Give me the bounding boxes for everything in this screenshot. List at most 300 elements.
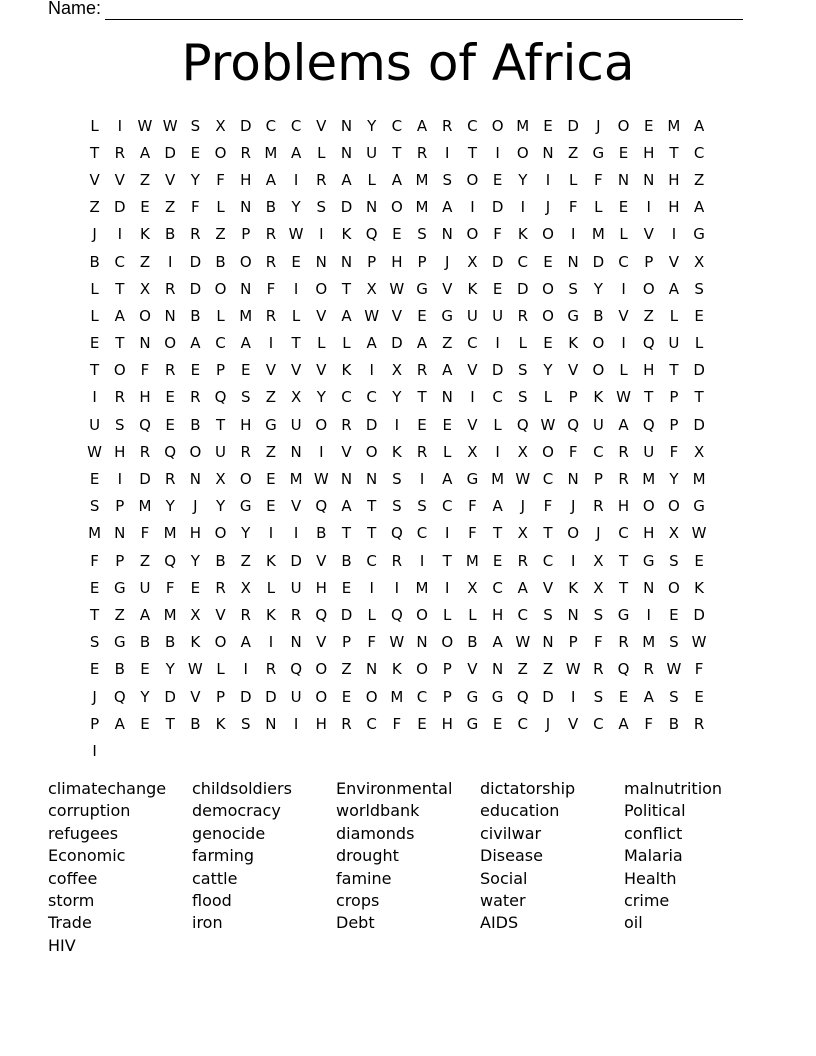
grid-letter: Y <box>215 497 226 516</box>
grid-letter: Z <box>442 334 453 353</box>
grid-letter: R <box>139 442 151 461</box>
grid-letter: C <box>517 714 529 733</box>
grid-letter: Y <box>593 279 603 298</box>
grid-letter: H <box>643 524 655 543</box>
grid-letter: V <box>618 306 629 325</box>
grid-letter: A <box>290 143 302 162</box>
grid-letter: K <box>517 225 528 244</box>
grid-letter: P <box>216 361 226 380</box>
grid-letter: M <box>289 470 303 489</box>
grid-letter: X <box>139 279 151 298</box>
grid-letter: C <box>517 252 529 271</box>
grid-letter: T <box>618 578 629 597</box>
grid-letter: B <box>190 306 201 325</box>
grid-letter: V <box>467 660 478 679</box>
grid-letter: M <box>692 470 706 489</box>
grid-letter: E <box>492 551 503 570</box>
grid-letter: I <box>243 660 248 679</box>
grid-letter: K <box>593 388 604 407</box>
grid-letter: C <box>441 497 453 516</box>
grid-letter: R <box>391 551 403 570</box>
grid-letter: Q <box>617 660 630 679</box>
grid-letter: A <box>668 279 680 298</box>
grid-letter: Y <box>241 524 251 543</box>
grid-letter: M <box>465 551 479 570</box>
grid-letter: R <box>265 252 277 271</box>
grid-letter: H <box>643 143 655 162</box>
grid-letter: N <box>567 252 579 271</box>
grid-letter: L <box>216 306 225 325</box>
grid-letter: K <box>215 714 226 733</box>
grid-letter: K <box>265 551 276 570</box>
grid-letter: P <box>593 470 603 489</box>
grid-letter: A <box>693 116 705 135</box>
grid-letter: T <box>115 334 125 353</box>
grid-letter: V <box>265 361 277 380</box>
grid-letter: T <box>618 551 629 570</box>
grid-letter: Y <box>367 116 377 135</box>
grid-letter: V <box>316 361 327 380</box>
grid-letter: Y <box>165 660 175 679</box>
grid-letter: J <box>570 497 576 516</box>
grid-letter: I <box>117 116 122 135</box>
grid-letter: J <box>596 524 601 543</box>
grid-letter: Y <box>392 388 402 407</box>
grid-letter: J <box>193 497 198 516</box>
grid-letter: Z <box>215 225 226 244</box>
grid-letter: S <box>392 470 402 489</box>
grid-letter: I <box>621 334 626 353</box>
grid-letter: R <box>240 143 251 162</box>
grid-letter: H <box>441 714 453 733</box>
word-list-item: Debt <box>336 913 375 933</box>
grid-letter: R <box>316 170 327 189</box>
grid-letter: M <box>163 524 177 543</box>
grid-letter: V <box>442 279 453 298</box>
grid-letter: G <box>567 306 579 325</box>
grid-letter: N <box>441 388 453 407</box>
grid-letter: Z <box>341 660 352 679</box>
word-list-item: Disease <box>480 846 543 866</box>
grid-letter: C <box>366 388 377 407</box>
grid-letter: L <box>443 605 452 624</box>
grid-letter: N <box>240 198 252 217</box>
grid-letter: T <box>694 388 704 407</box>
grid-letter: D <box>491 198 504 217</box>
grid-letter: O <box>113 361 126 380</box>
grid-letter: E <box>190 361 201 380</box>
grid-letter: O <box>542 306 554 325</box>
grid-letter: J <box>545 714 551 733</box>
grid-letter: V <box>643 225 654 244</box>
grid-letter: I <box>319 225 324 244</box>
grid-letter: M <box>516 116 530 135</box>
grid-letter: O <box>315 279 328 298</box>
grid-letter: R <box>341 714 352 733</box>
grid-letter: N <box>340 116 353 135</box>
grid-letter: E <box>291 252 301 271</box>
grid-letter: N <box>491 660 504 679</box>
grid-letter: M <box>415 170 429 189</box>
grid-letter: F <box>140 524 150 543</box>
grid-letter: P <box>216 687 226 706</box>
grid-letter: U <box>466 306 478 325</box>
grid-letter: A <box>366 334 377 353</box>
grid-letter: F <box>468 497 477 516</box>
word-list-item: worldbank <box>336 801 420 821</box>
grid-letter: X <box>366 279 377 298</box>
grid-letter: K <box>265 605 276 624</box>
word-list-item: iron <box>192 913 223 933</box>
grid-letter: S <box>518 388 528 407</box>
grid-letter: H <box>139 388 151 407</box>
grid-letter: H <box>315 714 327 733</box>
grid-letter: R <box>416 143 428 162</box>
grid-letter: I <box>495 143 500 162</box>
name-field <box>48 0 743 20</box>
grid-letter: L <box>543 388 553 407</box>
grid-letter: A <box>139 143 151 162</box>
grid-letter: A <box>341 170 352 189</box>
word-list-item: farming <box>192 846 255 866</box>
grid-letter: Q <box>365 225 378 244</box>
grid-letter: H <box>668 170 680 189</box>
grid-letter: N <box>617 170 630 189</box>
grid-letter: L <box>694 334 704 353</box>
grid-letter: N <box>340 252 353 271</box>
grid-letter: R <box>240 605 251 624</box>
grid-letter: N <box>567 470 579 489</box>
grid-letter: S <box>89 633 100 652</box>
grid-letter: L <box>367 170 376 189</box>
grid-letter: O <box>516 143 529 162</box>
grid-letter: H <box>240 170 252 189</box>
word-list-item: genocide <box>192 823 266 843</box>
grid-letter: J <box>520 497 525 516</box>
grid-letter: I <box>369 578 374 597</box>
grid-letter: E <box>618 198 629 217</box>
grid-letter: I <box>167 252 173 271</box>
grid-letter: R <box>517 306 528 325</box>
grid-letter: H <box>643 361 655 380</box>
grid-letter: H <box>114 442 126 461</box>
grid-letter: L <box>90 116 99 135</box>
grid-letter: C <box>114 252 126 271</box>
grid-letter: P <box>644 252 654 271</box>
grid-letter: Y <box>669 470 679 489</box>
grid-letter: K <box>341 225 352 244</box>
grid-letter: T <box>341 524 352 543</box>
grid-letter: I <box>621 279 626 298</box>
grid-letter: P <box>90 714 100 733</box>
word-list-item: storm <box>48 890 95 910</box>
grid-letter: T <box>341 279 352 298</box>
word-list-item: drought <box>336 846 399 866</box>
grid-letter: Q <box>516 415 529 434</box>
grid-letter: C <box>391 116 403 135</box>
grid-letter: V <box>467 415 478 434</box>
grid-letter: P <box>442 660 452 679</box>
word-list-item: climatechange <box>48 779 167 798</box>
grid-letter: S <box>543 605 553 624</box>
grid-letter: H <box>491 605 504 624</box>
grid-letter: Y <box>291 198 301 217</box>
grid-letter: E <box>165 415 175 434</box>
grid-letter: P <box>367 252 377 271</box>
grid-letter: D <box>365 415 378 434</box>
word-list-item: water <box>480 890 526 910</box>
grid-letter: S <box>669 551 679 570</box>
grid-letter: W <box>137 116 153 135</box>
grid-letter: D <box>542 687 554 706</box>
word-list-item: corruption <box>48 801 131 821</box>
grid-letter: Z <box>643 306 654 325</box>
grid-letter: F <box>493 225 502 244</box>
grid-letter: E <box>543 116 553 135</box>
grid-letter: A <box>442 470 453 489</box>
grid-letter: D <box>567 116 579 135</box>
grid-letter: A <box>240 334 251 353</box>
grid-letter: O <box>239 470 252 489</box>
grid-letter: R <box>164 361 176 380</box>
grid-letter: F <box>191 198 200 217</box>
grid-letter: I <box>394 578 400 597</box>
grid-letter: M <box>264 143 278 162</box>
grid-letter: G <box>265 415 277 434</box>
grid-letter: M <box>163 605 177 624</box>
grid-letter: Z <box>89 198 100 217</box>
grid-letter: V <box>568 361 579 380</box>
grid-letter: B <box>215 551 226 570</box>
grid-letter: V <box>391 306 402 325</box>
grid-letter: X <box>467 442 478 461</box>
grid-letter: I <box>445 524 450 543</box>
grid-letter: F <box>468 524 477 543</box>
grid-letter: I <box>293 279 299 298</box>
grid-letter: U <box>492 306 504 325</box>
grid-letter: M <box>642 633 656 652</box>
word-list-item: conflict <box>624 823 683 843</box>
grid-letter: E <box>89 470 100 489</box>
grid-letter: I <box>419 470 425 489</box>
grid-letter: L <box>342 334 351 353</box>
grid-letter: Q <box>390 605 403 624</box>
grid-letter: S <box>392 497 402 516</box>
grid-letter: V <box>316 633 327 652</box>
grid-letter: R <box>643 660 654 679</box>
grid-letter: R <box>341 415 352 434</box>
grid-letter: X <box>467 252 478 271</box>
grid-letter: M <box>491 470 505 489</box>
grid-letter: C <box>542 551 554 570</box>
grid-letter: H <box>617 497 630 516</box>
grid-letter: K <box>341 361 352 380</box>
grid-letter: V <box>190 687 201 706</box>
grid-letter: S <box>669 687 679 706</box>
grid-letter: Z <box>139 252 151 271</box>
grid-letter: G <box>113 633 126 652</box>
grid-letter: C <box>265 116 277 135</box>
grid-letter: T <box>90 361 100 380</box>
word-list-item: democracy <box>192 801 281 821</box>
grid-letter: Y <box>316 388 326 407</box>
grid-letter: H <box>189 524 201 543</box>
grid-letter: F <box>216 170 225 189</box>
grid-letter: T <box>669 361 679 380</box>
grid-letter: L <box>367 605 376 624</box>
grid-letter: N <box>240 279 252 298</box>
grid-letter: D <box>189 279 202 298</box>
grid-letter: L <box>90 279 99 298</box>
grid-letter: C <box>618 252 629 271</box>
grid-letter: W <box>313 470 329 489</box>
grid-letter: I <box>445 143 450 162</box>
grid-letter: S <box>240 714 251 733</box>
grid-letter: E <box>492 279 503 298</box>
word-list-item: Social <box>480 868 528 888</box>
grid-letter: D <box>340 605 353 624</box>
grid-letter: I <box>570 551 576 570</box>
grid-letter: D <box>239 116 252 135</box>
grid-letter: A <box>240 633 251 652</box>
grid-letter: I <box>394 415 400 434</box>
grid-letter: C <box>215 334 226 353</box>
grid-letter: Y <box>543 361 553 380</box>
grid-letter: B <box>265 198 277 217</box>
grid-letter: L <box>317 143 326 162</box>
grid-letter: O <box>164 334 177 353</box>
grid-letter: T <box>442 551 452 570</box>
grid-letter: I <box>268 334 274 353</box>
grid-letter: I <box>495 442 500 461</box>
grid-letter: T <box>165 714 175 733</box>
grid-letter: S <box>593 687 604 706</box>
grid-letter: D <box>164 143 176 162</box>
grid-letter: F <box>669 442 679 461</box>
grid-letter: T <box>367 524 377 543</box>
grid-letter: U <box>668 334 680 353</box>
grid-letter: J <box>92 687 97 706</box>
grid-letter: F <box>367 633 376 652</box>
grid-letter: Q <box>113 687 126 706</box>
grid-letter: U <box>592 415 604 434</box>
grid-letter: P <box>442 687 452 706</box>
grid-letter: N <box>643 578 655 597</box>
grid-letter: N <box>366 660 378 679</box>
grid-letter: X <box>668 524 680 543</box>
grid-letter: F <box>694 660 704 679</box>
grid-letter: O <box>365 687 378 706</box>
grid-letter: W <box>540 415 556 434</box>
grid-letter: A <box>618 415 629 434</box>
grid-letter: W <box>389 279 405 298</box>
grid-letter: S <box>669 633 679 652</box>
grid-letter: X <box>693 252 705 271</box>
grid-letter: Y <box>190 551 200 570</box>
grid-letter: I <box>570 225 576 244</box>
grid-letter: M <box>88 524 102 543</box>
grid-letter: C <box>693 143 705 162</box>
grid-letter: I <box>671 225 677 244</box>
grid-letter: R <box>693 714 705 733</box>
grid-letter: K <box>190 633 201 652</box>
grid-letter: X <box>215 470 226 489</box>
grid-letter: U <box>290 578 302 597</box>
grid-letter: E <box>266 470 276 489</box>
grid-letter: L <box>317 334 326 353</box>
grid-letter: U <box>215 442 227 461</box>
grid-letter: A <box>391 170 402 189</box>
grid-letter: I <box>268 524 274 543</box>
word-list-item: flood <box>192 890 232 910</box>
grid-letter: L <box>518 334 527 353</box>
grid-letter: M <box>390 687 404 706</box>
grid-letter: U <box>366 143 378 162</box>
grid-letter: A <box>341 306 352 325</box>
grid-letter: E <box>442 415 452 434</box>
grid-letter: V <box>215 605 226 624</box>
grid-letter: K <box>694 578 705 597</box>
grid-letter: O <box>542 225 554 244</box>
grid-letter: E <box>341 687 352 706</box>
grid-letter: P <box>568 633 578 652</box>
grid-letter: W <box>162 116 178 135</box>
grid-letter: A <box>693 198 705 217</box>
grid-letter: P <box>568 388 578 407</box>
grid-letter: R <box>240 442 251 461</box>
grid-letter: O <box>642 279 655 298</box>
grid-letter: O <box>390 198 403 217</box>
grid-letter: W <box>666 660 682 679</box>
grid-letter: R <box>517 551 528 570</box>
word-list-item: Trade <box>48 913 92 933</box>
grid-letter: N <box>290 442 302 461</box>
grid-letter: R <box>114 388 125 407</box>
grid-letter: O <box>315 660 328 679</box>
grid-letter: T <box>669 143 679 162</box>
word-list-item: dictatorship <box>480 779 576 798</box>
grid-letter: F <box>90 551 99 570</box>
grid-letter: D <box>114 198 126 217</box>
grid-letter: A <box>114 306 125 325</box>
word-list-item: cattle <box>192 868 238 888</box>
grid-letter: W <box>616 388 631 407</box>
grid-letter: Q <box>567 415 580 434</box>
grid-letter: V <box>467 361 478 380</box>
grid-letter: E <box>543 334 553 353</box>
grid-letter: U <box>290 415 302 434</box>
grid-letter: T <box>367 497 377 516</box>
letter-grid <box>82 112 712 765</box>
grid-letter: O <box>214 143 227 162</box>
grid-letter: E <box>694 551 704 570</box>
grid-letter: N <box>340 143 353 162</box>
grid-letter: W <box>515 470 531 489</box>
grid-letter: Q <box>164 442 177 461</box>
grid-letter: I <box>646 198 651 217</box>
grid-letter: E <box>669 605 679 624</box>
grid-letter: X <box>517 524 528 543</box>
grid-letter: E <box>417 415 427 434</box>
grid-letter: S <box>593 605 604 624</box>
grid-letter: N <box>315 252 327 271</box>
grid-letter: L <box>493 415 502 434</box>
grid-letter: I <box>445 578 450 597</box>
grid-letter: M <box>591 225 605 244</box>
grid-letter: C <box>618 524 629 543</box>
grid-letter: E <box>140 198 150 217</box>
grid-letter: S <box>568 279 578 298</box>
